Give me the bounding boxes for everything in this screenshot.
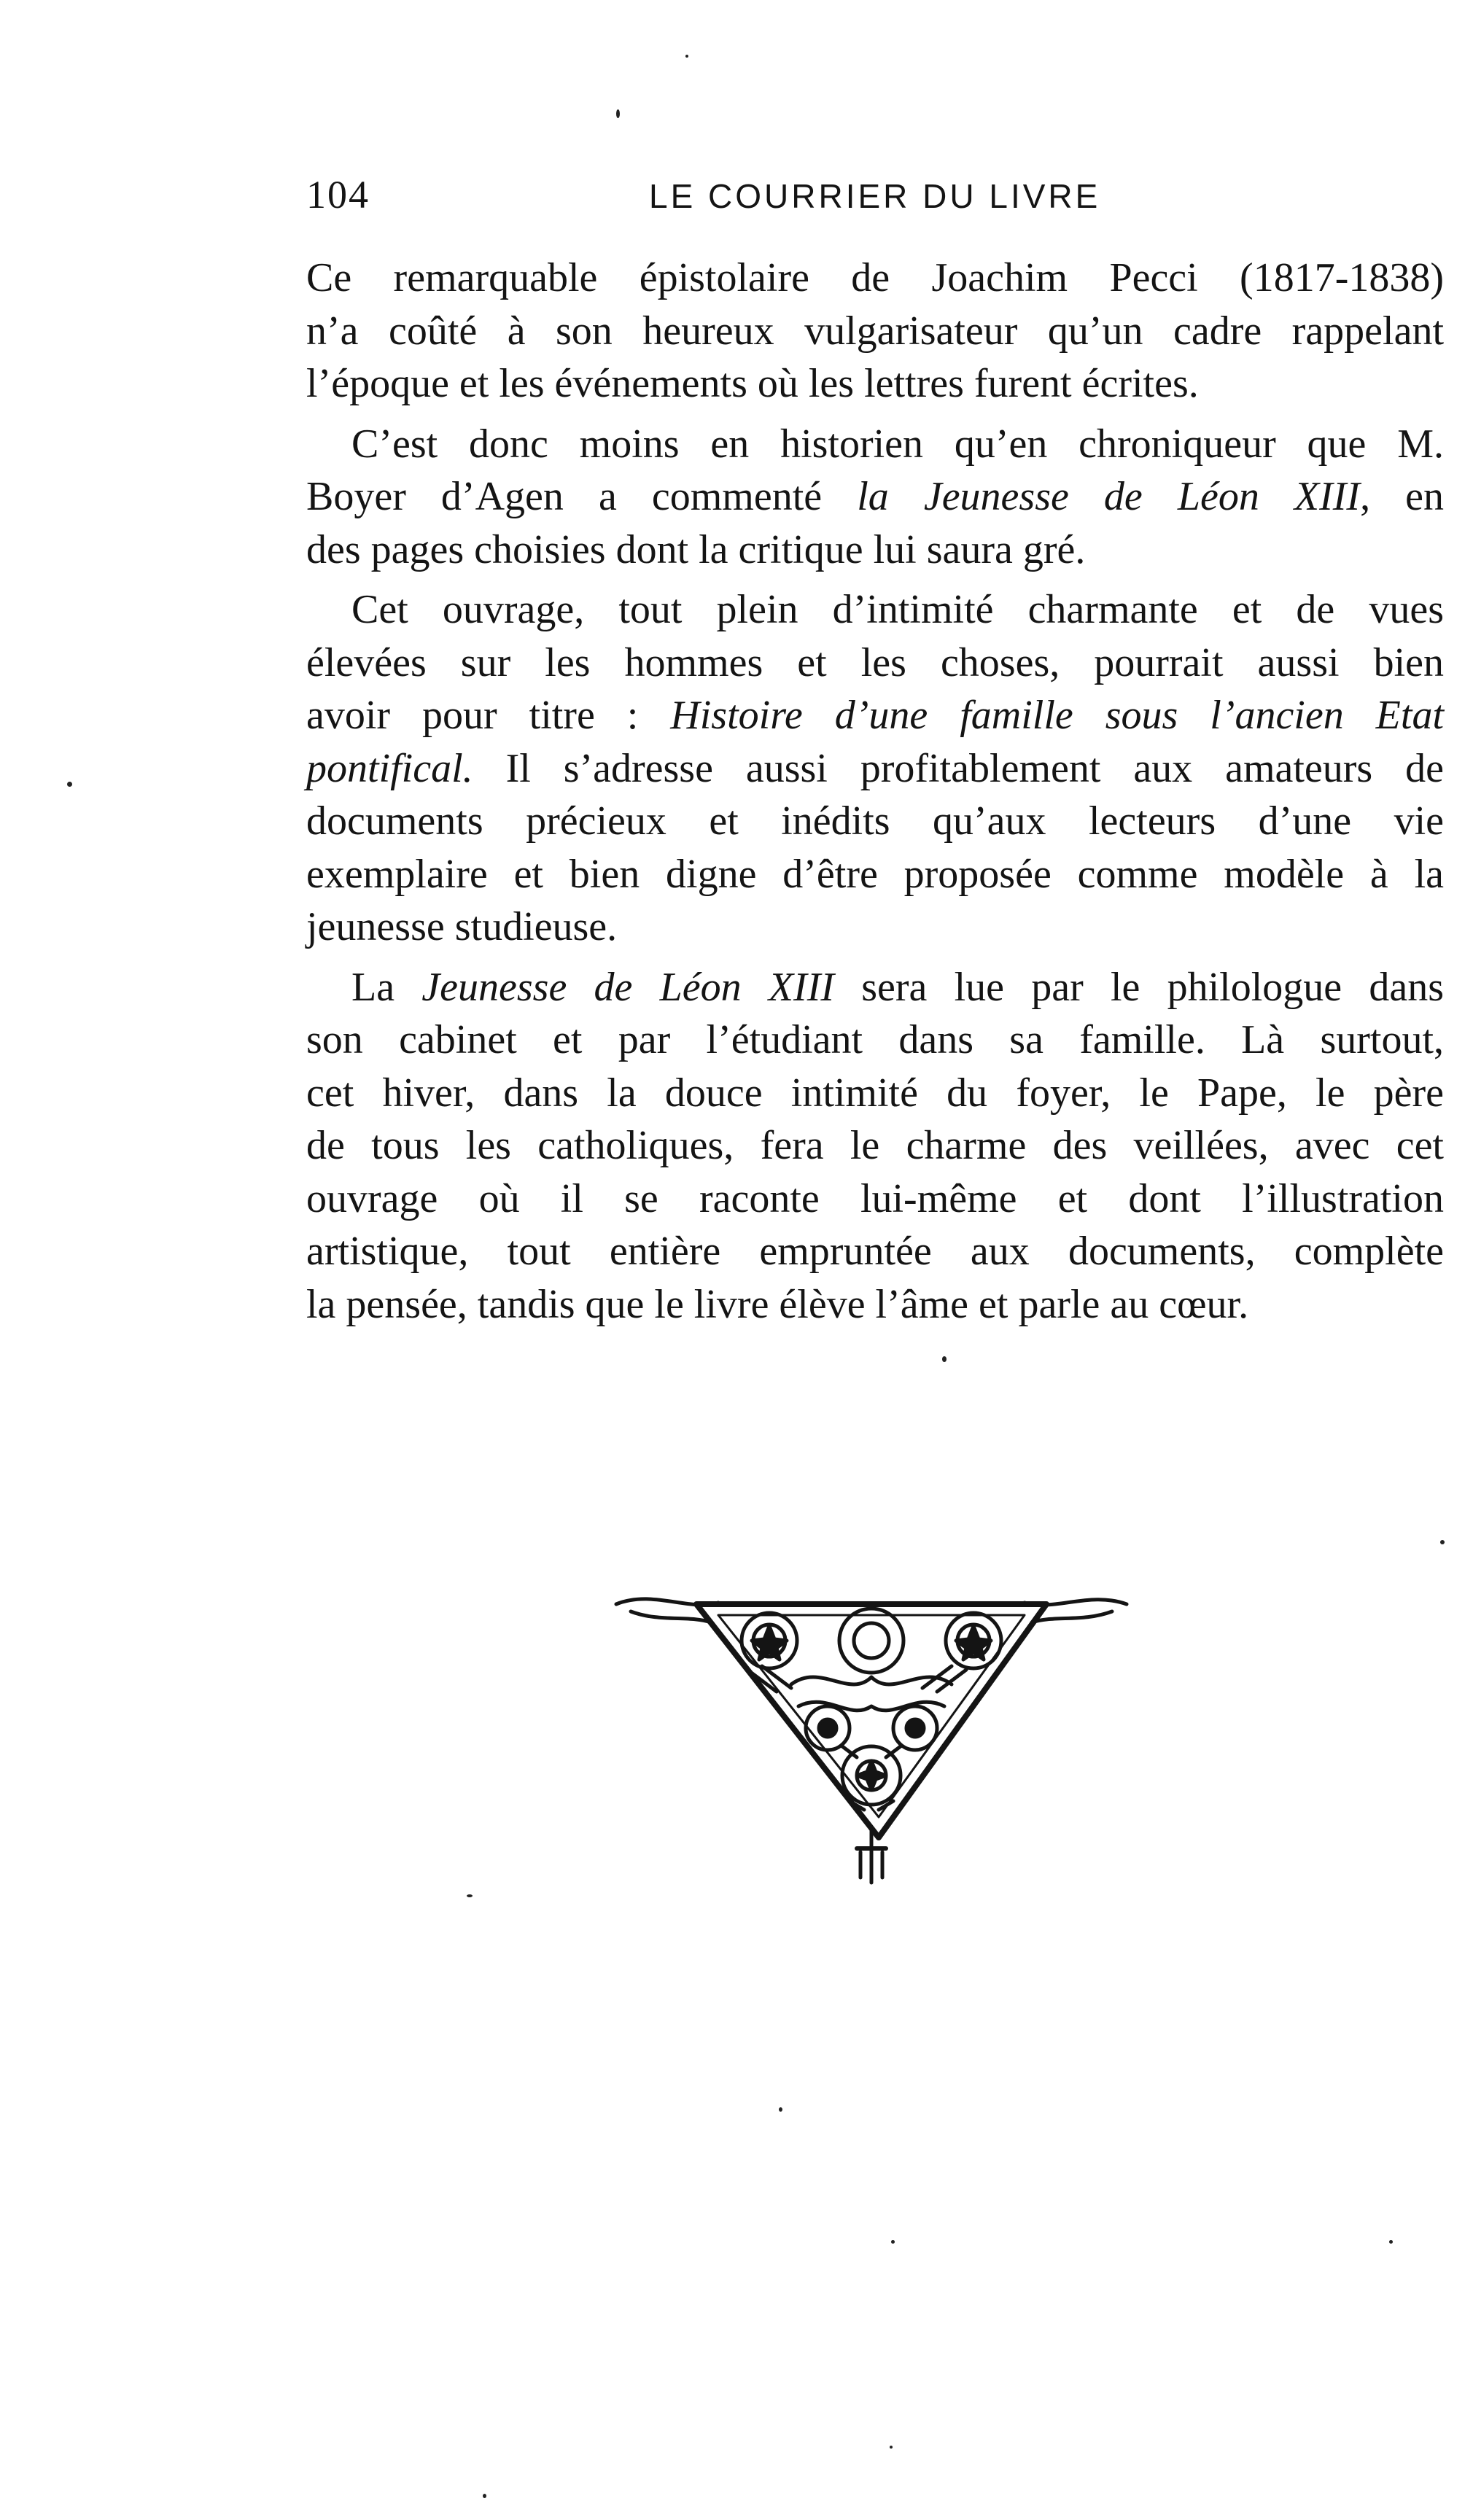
book-title-italic: Jeunesse de Léon XIII	[421, 964, 834, 1010]
text-line: Boyer d’Agen a commenté la Jeunesse de Léon XIII, en	[306, 474, 1445, 519]
text-line: des pages choisies dont la critique lui saura gré.	[306, 526, 1086, 572]
print-speck	[616, 109, 620, 118]
text-line: artistique, tout entière empruntée aux documents, complète	[306, 1229, 1444, 1274]
text-line: exemplaire et bien digne d’être proposée comme modèle à la	[306, 851, 1444, 897]
print-speck	[1389, 2240, 1393, 2244]
text-line: ouvrage où il se raconte lui-même et dont l’illustration	[306, 1175, 1444, 1221]
print-speck	[942, 1356, 947, 1362]
paragraph-3	[306, 583, 1444, 954]
text-line: cet hiver, dans la douce intimité du foyer, le Pape, le père	[306, 1070, 1444, 1116]
text-line: jeunesse studieuse.	[306, 904, 618, 949]
text-line: Cet ouvrage, tout plein d’intimité charmante et de vues	[351, 587, 1444, 632]
alt-title-italic: Histoire d’une famille sous l’ancien Etat	[670, 693, 1444, 738]
floral-ornament-icon	[609, 1582, 1134, 1903]
text-line: pontifical. Il s’adresse aussi profitablement aux amateurs de	[306, 745, 1444, 791]
body-text	[306, 252, 1444, 1331]
print-speck	[467, 1894, 473, 1897]
text-line: C’est donc moins en historien qu’en chroniqueur que M.	[351, 421, 1444, 467]
text-line: élevées sur les hommes et les choses, pourrait aussi bien	[306, 639, 1444, 685]
print-speck	[483, 2494, 486, 2498]
running-title: LE COURRIER DU LIVRE	[649, 177, 1101, 215]
text-line: de tous les catholiques, fera le charme des veillées, avec cet	[306, 1123, 1444, 1168]
paragraph-2	[306, 418, 1444, 577]
print-speck	[685, 55, 688, 58]
text-line: documents précieux et inédits qu’aux lecteurs d’une vie	[306, 798, 1444, 844]
book-title-italic: la Jeunesse de Léon XIII	[857, 474, 1361, 519]
paragraph-4	[306, 961, 1444, 1331]
alt-title-italic-end: pontifical.	[306, 745, 473, 791]
print-speck	[890, 2446, 893, 2449]
print-speck	[891, 2240, 895, 2244]
text-line: son cabinet et par l’étudiant dans sa famille. Là surtout,	[306, 1017, 1444, 1062]
page-header	[306, 172, 1444, 223]
text-line: n’a coûté à son heureux vulgarisateur qu’un cadre rappelant	[306, 308, 1444, 354]
text-line: l’époque et les événements où les lettres furent écrites.	[306, 361, 1199, 406]
page-number: 104	[306, 173, 370, 217]
paragraph-1	[306, 252, 1444, 411]
print-speck	[779, 2107, 782, 2112]
text-line: La Jeunesse de Léon XIII sera lue par le philologue dans	[351, 964, 1445, 1010]
text-line: avoir pour titre : Histoire d’une famille sous l’ancien Etat	[306, 693, 1444, 738]
text-line: la pensée, tandis que le livre élève l’âme et parle au cœur.	[306, 1281, 1249, 1327]
text-line: Ce remarquable épistolaire de Joachim Pecci (1817-1838)	[306, 255, 1444, 300]
print-speck	[1440, 1540, 1445, 1544]
print-speck	[67, 782, 72, 787]
